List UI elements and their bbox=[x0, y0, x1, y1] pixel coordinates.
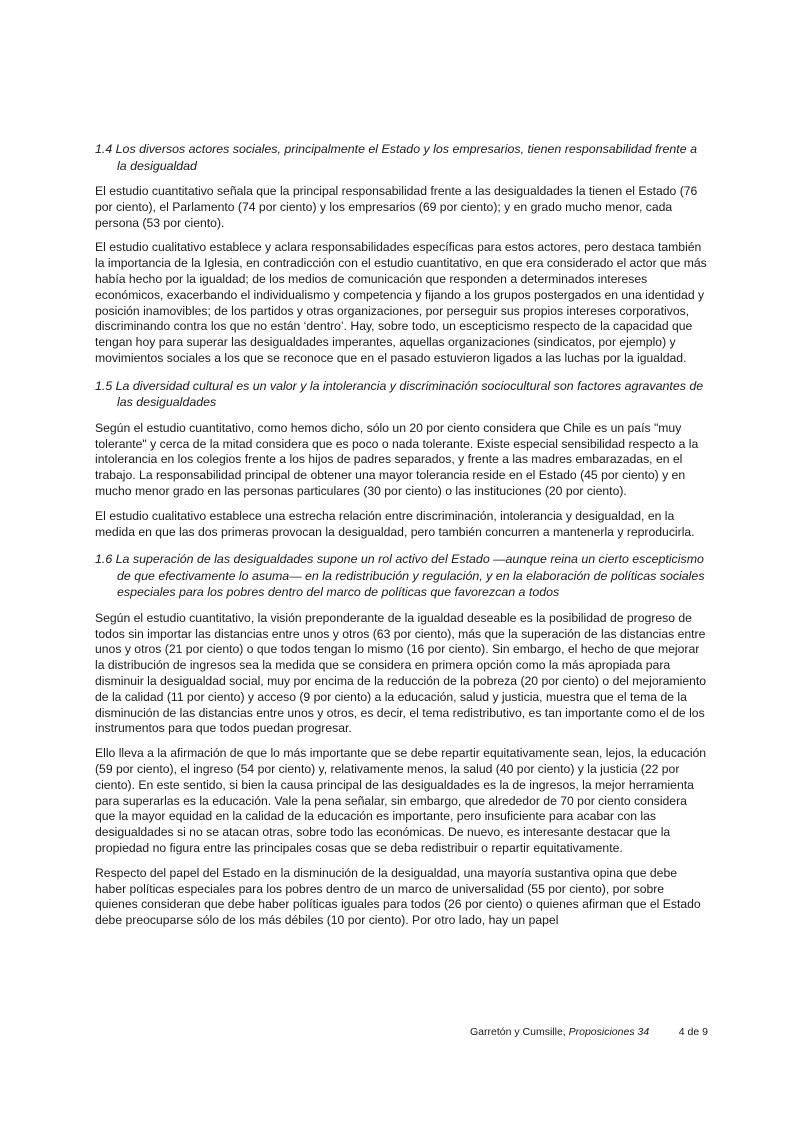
paragraph: El estudio cualitativo establece y aclara responsabilidades específicas para estos actores, pero destaca también la importancia de la Iglesia, en contradicción con el estudio cuantitativo, en que era considerado el actor que más había hecho por la igualdad; de los medios de comunicación que responden a determinados intereses económicos, exacerbando el individualismo y competencia y fijando a los grupos postergados en una identidad y posición inamovibles; de los partidos y otras organizaciones, por perseguir sus propios intereses corporativos, discriminando contra los que no están ‘dentro’. Hay, sobre todo, un escepticismo respecto de la capacidad que tengan hoy para superar las desigualdades imperantes, aquellas organizaciones (sindicatos, por ejemplo) y movimientos sociales a los que se reconoce que en el pasado estuvieron ligados a las luchas por la igualdad. bbox=[95, 240, 707, 365]
section-heading: 1.5 La diversidad cultural es un valor y la intolerancia y discriminación sociocultural son factores agravantes de las desigualdades bbox=[95, 378, 704, 410]
paragraph: Según el estudio cuantitativo, como hemos dicho, sólo un 20 por ciento considera que Chile es un país "muy tolerante" y cerca de la mitad considera que es poco o nada tolerante. Existe especial sensibilidad respecto a la intolerancia en los colegios frente a los hijos de padres separados, y frente a las madres embarazadas, en el trabajo. La responsabilidad principal de obtener una mayor tolerancia reside en el Estado (45 por ciento) y en mucho menor grado en las personas particulares (30 por ciento) o las instituciones (20 por ciento). bbox=[95, 420, 699, 498]
page-number: 4 de 9 bbox=[678, 1026, 708, 1038]
paragraph: Según el estudio cuantitativo, la visión preponderante de la igualdad deseable es la posibilidad de progreso de todos sin importar las distancias entre unos y otros (63 por ciento), más que la superación de las distancias entre unos y otros (21 por ciento) o que todos tengan lo mismo (16 por ciento). Sin embargo, el hecho de que mejorar la distribución de ingresos sea la medida que se considera en primera opción como la más apropiada para disminuir la desigualdad social, muy por encima de la reducción de la pobreza (20 por ciento) o del mejoramiento de la calidad (11 por ciento) y acceso (9 por ciento) a la educación, salud y justicia, muestra que el tema de la disminución de las distancias entre unos y otros, es decir, el tema redistributivo, es tan importante como el de los instrumentos para que todos puedan progresar. bbox=[95, 610, 707, 736]
section-heading: 1.4 Los diversos actores sociales, principalmente el Estado y los empresarios, tienen responsabilidad frente a la desigualdad bbox=[95, 142, 697, 173]
footer-authors: Garretón y Cumsille, bbox=[470, 1026, 569, 1038]
section-1-6 bbox=[95, 551, 707, 929]
paragraph: El estudio cuantitativo señala que la principal responsabilidad frente a las desigualdades la tienen el Estado (76 por ciento), el Parlamento (74 por ciento) y los empresarios (69 por ciento); y en grado mucho menor, cada persona (53 por ciento). bbox=[95, 184, 698, 230]
paragraph: Ello lleva a la afirmación de que lo más importante que se debe repartir equitativamente sean, lejos, la educación (59 por ciento), el ingreso (54 por ciento) y, relativamente menos, la salud (40 por ciento) y la justicia (22 por ciento). En este sentido, si bien la causa principal de las desigualdades es la de ingresos, la mejor herramienta para superarlas es la educación. Vale la pena señalar, sin embargo, que alrededor de 70 por ciento considera que la mayor equidad en la calidad de la educación es importante, pero insuficiente para acabar con las desigualdades si no se atacan otras, sobre todo las económicas. De nuevo, es interesante destacar que la propiedad no figura entre las principales cosas que se deba redistribuir o repartir equitativamente. bbox=[95, 746, 707, 855]
document-body bbox=[95, 141, 707, 938]
footer-publication: Proposiciones 34 bbox=[568, 1026, 650, 1038]
section-1-4 bbox=[95, 141, 707, 367]
paragraph: Respecto del papel del Estado en la disminución de la desigualdad, una mayoría sustantiva opina que debe haber políticas especiales para los pobres dentro de un marco de universalidad (55 por ciento), por sobre quienes consideran que debe haber políticas iguales para todos (26 por ciento) o quienes afirman que el Estado debe preocuparse sólo de los más débiles (10 por ciento). Por otro lado, hay un papel bbox=[95, 865, 701, 928]
section-heading: 1.6 La superación de las desigualdades supone un rol activo del Estado —aunque reina un cierto escepticismo de que efectivamente lo asuma— en la redistribución y regulación, y en la elaboración de políticas sociales especiales para los pobres dentro del marco de políticas que favorezcan a todos bbox=[95, 552, 705, 600]
section-1-5 bbox=[95, 378, 707, 541]
page-footer bbox=[470, 1025, 710, 1039]
paragraph: El estudio cualitativo establece una estrecha relación entre discriminación, intolerancia y desigualdad, en la medida en que las dos primeras provocan la desigualdad, pero también concurren a mantenerla y reproducirla. bbox=[95, 508, 695, 539]
